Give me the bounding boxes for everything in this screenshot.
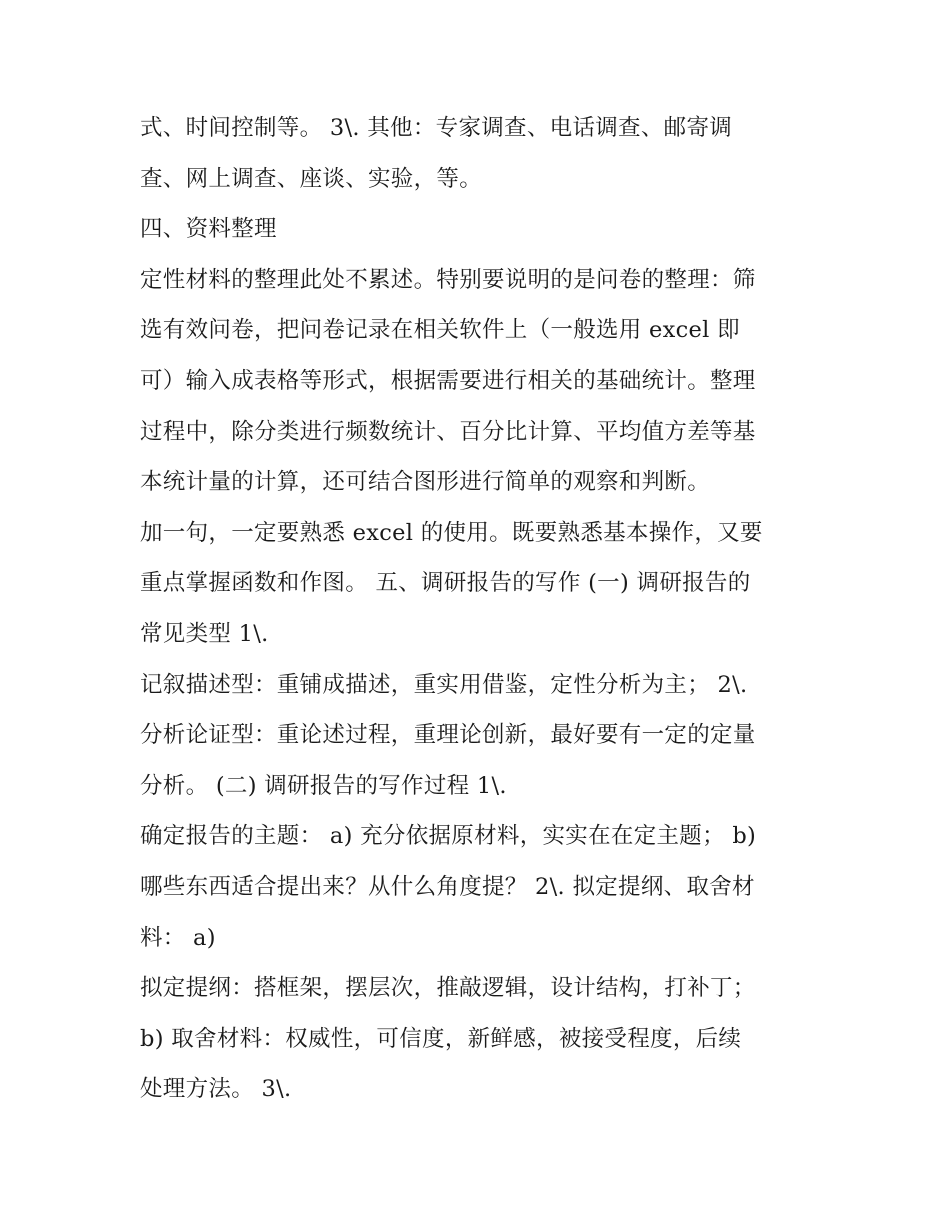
document-body [140, 103, 820, 1115]
text-line: 式、时间控制等。 3\. 其他：专家调查、电话调查、邮寄调 [140, 115, 733, 141]
text-line: 确定报告的主题： a) 充分依据原材料，实实在在定主题； b) [140, 823, 757, 850]
text-line: 过程中，除分类进行频数统计、百分比计算、平均值方差等基 [140, 418, 756, 445]
text-line: 常见类型 1\. [140, 620, 269, 647]
text-line: 拟定提纲：搭框架，摆层次，推敲逻辑，设计结构，打补丁； [140, 975, 756, 1002]
text-line: 处理方法。 3\. [140, 1076, 292, 1103]
text-line: 分析论证型：重论述过程，重理论创新，最好要有一定的定量 [140, 722, 756, 749]
text-line: 哪些东西适合提出来？从什么角度提？ 2\. 拟定提纲、取舍材 [140, 873, 755, 900]
text-line: 记叙描述型：重铺成描述，重实用借鉴，定性分析为主； 2\. [140, 671, 748, 698]
text-line: 查、网上调查、座谈、实验，等。 [140, 165, 483, 192]
text-line: 加一句，一定要熟悉 excel 的使用。既要熟悉基本操作，又要 [140, 519, 763, 546]
text-line: 料： a) [140, 924, 216, 951]
text-line: 选有效问卷，把问卷记录在相关软件上（一般选用 excel 即 [140, 317, 740, 344]
text-line: b) 取舍材料：权威性，可信度，新鲜感，被接受程度，后续 [140, 1025, 742, 1052]
text-line: 可）输入成表格等形式，根据需要进行相关的基础统计。整理 [140, 367, 756, 394]
text-line: 定性材料的整理此处不累述。特别要说明的是问卷的整理：筛 [140, 266, 756, 293]
text-line: 重点掌握函数和作图。 五、调研报告的写作 (一) 调研报告的 [140, 570, 751, 597]
text-line: 分析。 (二) 调研报告的写作过程 1\. [140, 772, 507, 799]
section-heading: 四、资料整理 [140, 216, 277, 243]
text-line: 本统计量的计算，还可结合图形进行简单的观察和判断。 [140, 469, 711, 496]
